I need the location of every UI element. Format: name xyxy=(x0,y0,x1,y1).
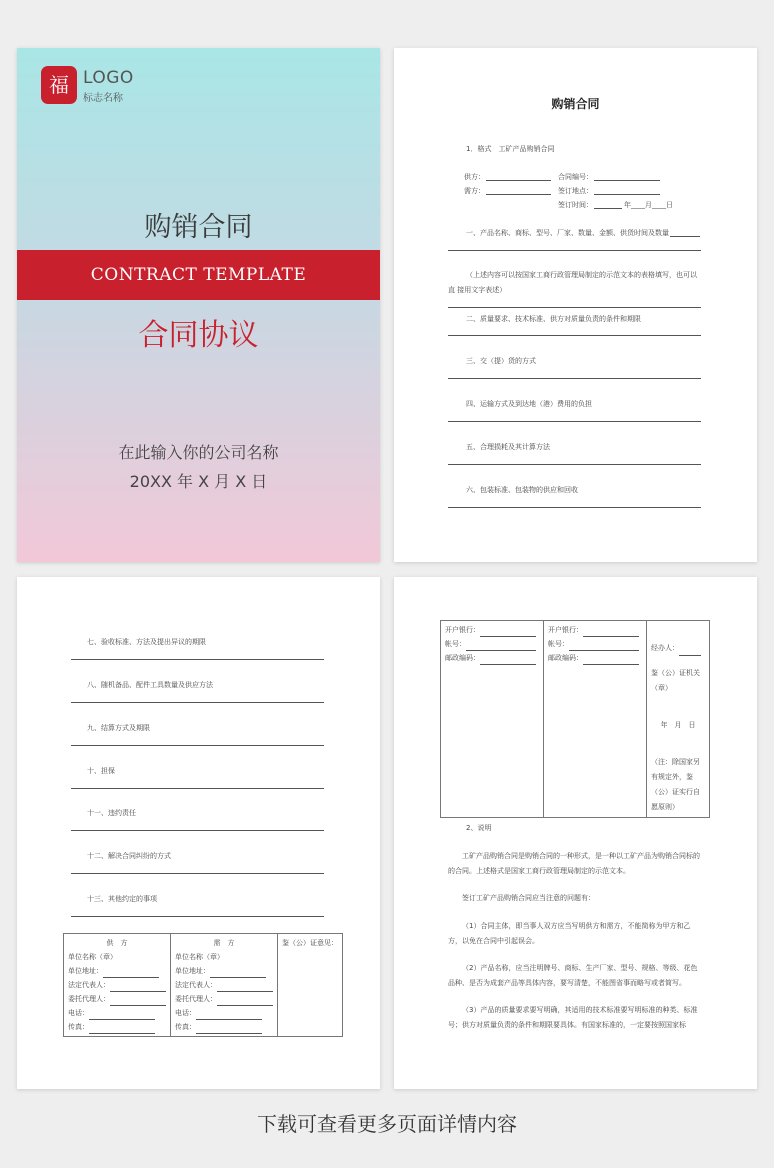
paragraph: （3）产品的质量要求要写明确，其适用的技术标准要写明标准的种类、标准号；供方对质量负责的条件和期限要具体。有国家标准的，一定要按照国家标 xyxy=(448,1006,698,1029)
cover-page xyxy=(17,48,380,562)
table-row: 委托代理人： xyxy=(175,992,273,1006)
paragraph: 工矿产品购销合同是购销合同的一种形式，是一种以工矿产品为购销合同标的 的合同。上述格式是国家工商行政管理局制定的示范文本。 xyxy=(448,852,700,875)
table-row: 电话： xyxy=(175,1006,273,1020)
item-1: 一、产品名称、商标、型号、厂家、数量、金额、供货时间及数量 xyxy=(466,229,669,237)
supplier-label: 供方： xyxy=(464,173,485,181)
table-row: 法定代表人： xyxy=(175,978,273,992)
cover-band: CONTRACT TEMPLATE xyxy=(17,250,380,300)
company-name: 在此输入你的公司名称 xyxy=(118,443,279,462)
cert-office: 鉴（公）证机关（章） xyxy=(651,669,700,692)
logo-icon: 福 xyxy=(41,66,77,104)
note-text-2: 直 接用文字表述） xyxy=(448,286,507,294)
sign-place-label: 签订地点： xyxy=(558,187,593,195)
page-title: 购销合同 xyxy=(551,97,600,111)
contract-page-3 xyxy=(394,577,757,1089)
cover-date: 20XX 年 X 月 X 日 xyxy=(129,472,268,491)
table-row: 单位地址： xyxy=(68,964,166,978)
item-2: 二、质量要求、技术标准、供方对质量负责的条件和期限 xyxy=(466,315,641,323)
bank-table xyxy=(440,620,710,818)
item-11: 十一、违约责任 xyxy=(87,809,136,817)
item-7: 七、验收标准、方法及提出异议的期限 xyxy=(87,638,206,646)
supplier-head: 供 方 xyxy=(106,939,128,947)
table-row: 单位名称（章） xyxy=(68,953,117,961)
note-text: （上述内容可以按国家工商行政管理局制定的示范文本的表格填写，也可以 xyxy=(466,271,697,279)
table-row: 帐号： xyxy=(548,637,642,651)
paragraph: （2）产品名称，应当注明牌号、商标、生产厂家、型号、规格、等级、花色品种、是否为成套产品等具体内容，要写清楚，不能图省事而略写或者简写。 xyxy=(448,964,698,987)
logo-subtitle: 标志名称 xyxy=(83,93,123,104)
table-row: 单位名称（章） xyxy=(175,953,224,961)
table-row: 开户银行： xyxy=(548,623,642,637)
table-row: 开户银行： xyxy=(445,623,539,637)
cover-subtitle: 合同协议 xyxy=(138,318,259,353)
sign-date: 年____月____日 xyxy=(624,201,673,209)
item-13: 十三、其他约定的事项 xyxy=(87,895,157,903)
table-row: 邮政编码： xyxy=(548,651,642,665)
buyer-label: 需方： xyxy=(464,187,485,195)
buyer-head: 需 方 xyxy=(213,939,235,947)
table-row: 电话： xyxy=(68,1006,166,1020)
item-4: 四、运输方式及到达地（港）费用的负担 xyxy=(466,400,592,408)
cover-title: 购销合同 xyxy=(144,212,253,243)
format-line: 1．格式 工矿产品购销合同 xyxy=(466,145,555,153)
sign-time-label: 签订时间： xyxy=(558,201,593,209)
item-8: 八、随机备品、配件工具数量及供应方法 xyxy=(87,681,213,689)
contract-page-2 xyxy=(17,577,380,1089)
table-row: 邮政编码： xyxy=(445,651,539,665)
signature-table xyxy=(63,933,343,1037)
table-row: 单位地址： xyxy=(175,964,273,978)
table-row: 传真： xyxy=(175,1020,273,1034)
item-12: 十二、解决合同纠纷的方式 xyxy=(87,852,171,860)
item-9: 九、结算方式及期限 xyxy=(87,724,150,732)
table-row: 委托代理人： xyxy=(68,992,166,1006)
item-3: 三、交（提）货的方式 xyxy=(466,357,536,365)
cert-date: 年 月 日 xyxy=(660,721,696,729)
cert-head: 鉴（公）证意见： xyxy=(282,939,338,947)
footer-text: 下载可查看更多页面详情内容 xyxy=(257,1112,517,1136)
paragraph: 签订工矿产品购销合同应当注意的问题有： xyxy=(462,894,595,902)
contract-page-1 xyxy=(394,48,757,562)
contract-no-label: 合同编号： xyxy=(558,173,593,181)
logo-text: LOGO xyxy=(83,68,134,88)
table-row: 帐号： xyxy=(445,637,539,651)
remark: （注：除国家另有规定外，鉴（公）证实行自愿原则） xyxy=(651,758,700,811)
table-row: 传真： xyxy=(68,1020,166,1034)
item-6: 六、包装标准、包装物的供应和回收 xyxy=(466,486,578,494)
agent-label: 经办人： xyxy=(651,641,705,656)
item-10: 十、担保 xyxy=(87,767,115,775)
item-5: 五、合理损耗及其计算方法 xyxy=(466,443,550,451)
paragraph: （1）合同主体，即当事人双方应当写明供方和需方，不能简称为甲方和乙方，以免在合同中引起误会。 xyxy=(448,922,691,945)
section-title: 2、说明 xyxy=(466,824,492,832)
table-row: 法定代表人： xyxy=(68,978,166,992)
